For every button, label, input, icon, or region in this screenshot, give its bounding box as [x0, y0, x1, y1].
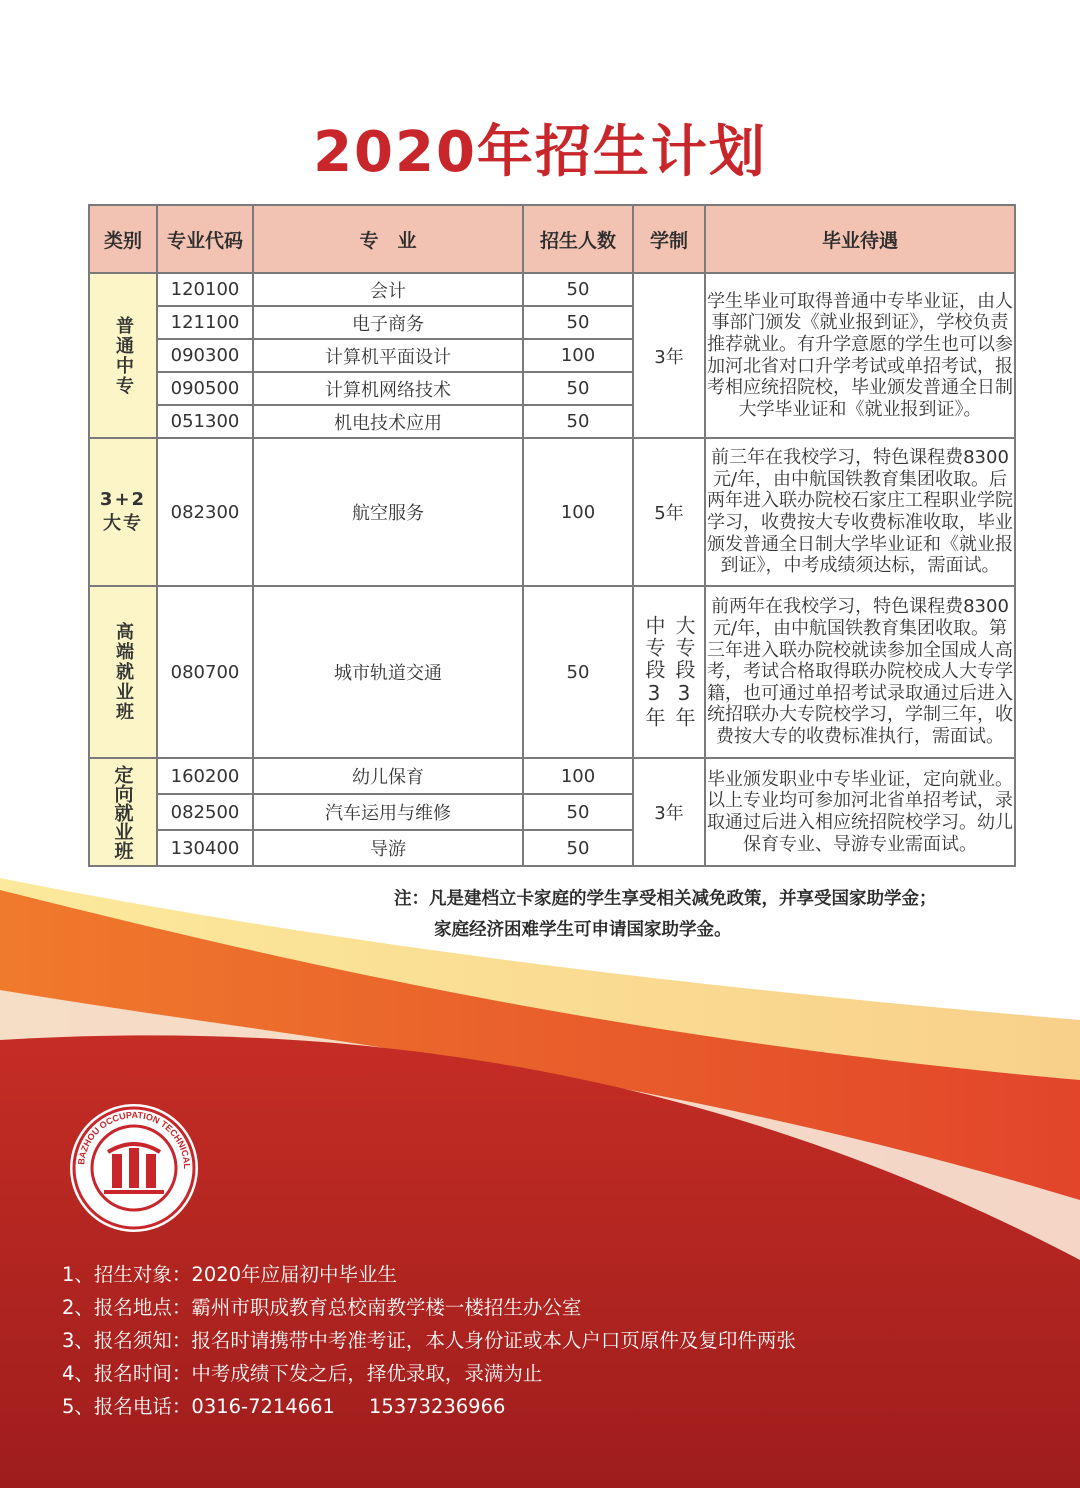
- code-cell: 080700: [157, 586, 253, 758]
- note: [394, 884, 937, 946]
- header-treatment: 毕业待遇: [705, 205, 1015, 273]
- phone-label: 5、报名电话：0316-7214661: [62, 1395, 335, 1418]
- enrollment-table: [88, 204, 1016, 867]
- code-cell: 090300: [157, 339, 253, 372]
- enrollment-info: [62, 1258, 796, 1423]
- emblem-text: BAZHOU OCCUPATION TECHNICAL: [76, 1109, 193, 1169]
- major-cell: 电子商务: [253, 306, 523, 339]
- code-cell: 160200: [157, 758, 253, 794]
- code-cell: 051300: [157, 405, 253, 438]
- category-line-1: 3+2: [99, 489, 147, 510]
- info-item: 4、报名时间：中考成绩下发之后，择优录取，录满为止: [62, 1362, 543, 1385]
- table-header-row: [89, 205, 1015, 273]
- duration-cell: 3年: [633, 758, 705, 866]
- category-line-2: 大专: [103, 513, 143, 534]
- count-cell: 50: [523, 306, 633, 339]
- note-line-2: 家庭经济困难学生可申请国家助学金。: [434, 920, 732, 940]
- code-cell: 082300: [157, 438, 253, 586]
- count-cell: 50: [523, 794, 633, 830]
- count-cell: 100: [523, 438, 633, 586]
- major-cell: 城市轨道交通: [253, 586, 523, 758]
- code-cell: 120100: [157, 273, 253, 306]
- table-row: [89, 273, 1015, 306]
- category-cell: [89, 438, 157, 586]
- header-major: 专 业: [253, 205, 523, 273]
- table-row: [89, 586, 1015, 758]
- school-emblem-icon: [68, 1102, 200, 1234]
- header-code: 专业代码: [157, 205, 253, 273]
- code-cell: 121100: [157, 306, 253, 339]
- major-cell: 导游: [253, 830, 523, 866]
- header-duration: 学制: [633, 205, 705, 273]
- info-item: 3、报名须知：报名时请携带中考准考证，本人身份证或本人户口页原件及复印件两张: [62, 1329, 796, 1352]
- duration-right: 大专段3年: [672, 615, 696, 729]
- info-item-phone: [62, 1390, 796, 1423]
- count-cell: 100: [523, 758, 633, 794]
- info-item: 2、报名地点：霸州市职成教育总校南教学楼一楼招生办公室: [62, 1296, 582, 1319]
- major-cell: 机电技术应用: [253, 405, 523, 438]
- header-enrollment: 招生人数: [523, 205, 633, 273]
- category-cell: 定向就业班: [89, 758, 157, 866]
- code-cell: 082500: [157, 794, 253, 830]
- count-cell: 50: [523, 372, 633, 405]
- phone-mobile: 15373236966: [368, 1395, 506, 1418]
- count-cell: 50: [523, 273, 633, 306]
- duration-cell: 5年: [633, 438, 705, 586]
- table-row: [89, 438, 1015, 586]
- category-cell: 普通中专: [89, 273, 157, 438]
- major-cell: 航空服务: [253, 438, 523, 586]
- duration-left: 中专段3年: [642, 615, 666, 729]
- major-cell: 会计: [253, 273, 523, 306]
- major-cell: 汽车运用与维修: [253, 794, 523, 830]
- header-category: 类别: [89, 205, 157, 273]
- page-title: 2020年招生计划: [313, 120, 767, 185]
- treatment-cell: 学生毕业可取得普通中专毕业证，由人事部门颁发《就业报到证》，学校负责推荐就业。有升学意愿的学生也可以参加河北省对口升学考试或单招考试，报考相应统招院校，毕业颁发普通全日制大学毕业证和《就业报到证》。: [705, 273, 1015, 438]
- count-cell: 50: [523, 830, 633, 866]
- major-cell: 计算机网络技术: [253, 372, 523, 405]
- duration-cell: [633, 586, 705, 758]
- count-cell: 50: [523, 405, 633, 438]
- note-line-1: 注：凡是建档立卡家庭的学生享受相关减免政策，并享受国家助学金；: [394, 889, 937, 909]
- treatment-cell: 毕业颁发职业中专毕业证，定向就业。以上专业均可参加河北省单招考试，录取通过后进入相应统招院校学习。幼儿保育专业、导游专业需面试。: [705, 758, 1015, 866]
- count-cell: 100: [523, 339, 633, 372]
- major-cell: 计算机平面设计: [253, 339, 523, 372]
- major-cell: 幼儿保育: [253, 758, 523, 794]
- table-row: [89, 758, 1015, 794]
- code-cell: 130400: [157, 830, 253, 866]
- category-cell: 高端就业班: [89, 586, 157, 758]
- duration-cell: 3年: [633, 273, 705, 438]
- count-cell: 50: [523, 586, 633, 758]
- treatment-cell: 前三年在我校学习，特色课程费8300元/年，由中航国铁教育集团收取。后两年进入联办院校石家庄工程职业学院学习，收费按大专收费标准收取，毕业颁发普通全日制大学毕业证和《就业报到证》，中考成绩须达标，需面试。: [705, 438, 1015, 586]
- treatment-cell: 前两年在我校学习，特色课程费8300元/年，由中航国铁教育集团收取。第三年进入联办院校就读参加全国成人高考，考试合格取得联办院校成人大专学籍，也可通过单招考试录取通过后进入统招联办大专院校学习，学制三年，收费按大专的收费标准执行，需面试。: [705, 586, 1015, 758]
- info-item: 1、招生对象：2020年应届初中毕业生: [62, 1263, 398, 1286]
- code-cell: 090500: [157, 372, 253, 405]
